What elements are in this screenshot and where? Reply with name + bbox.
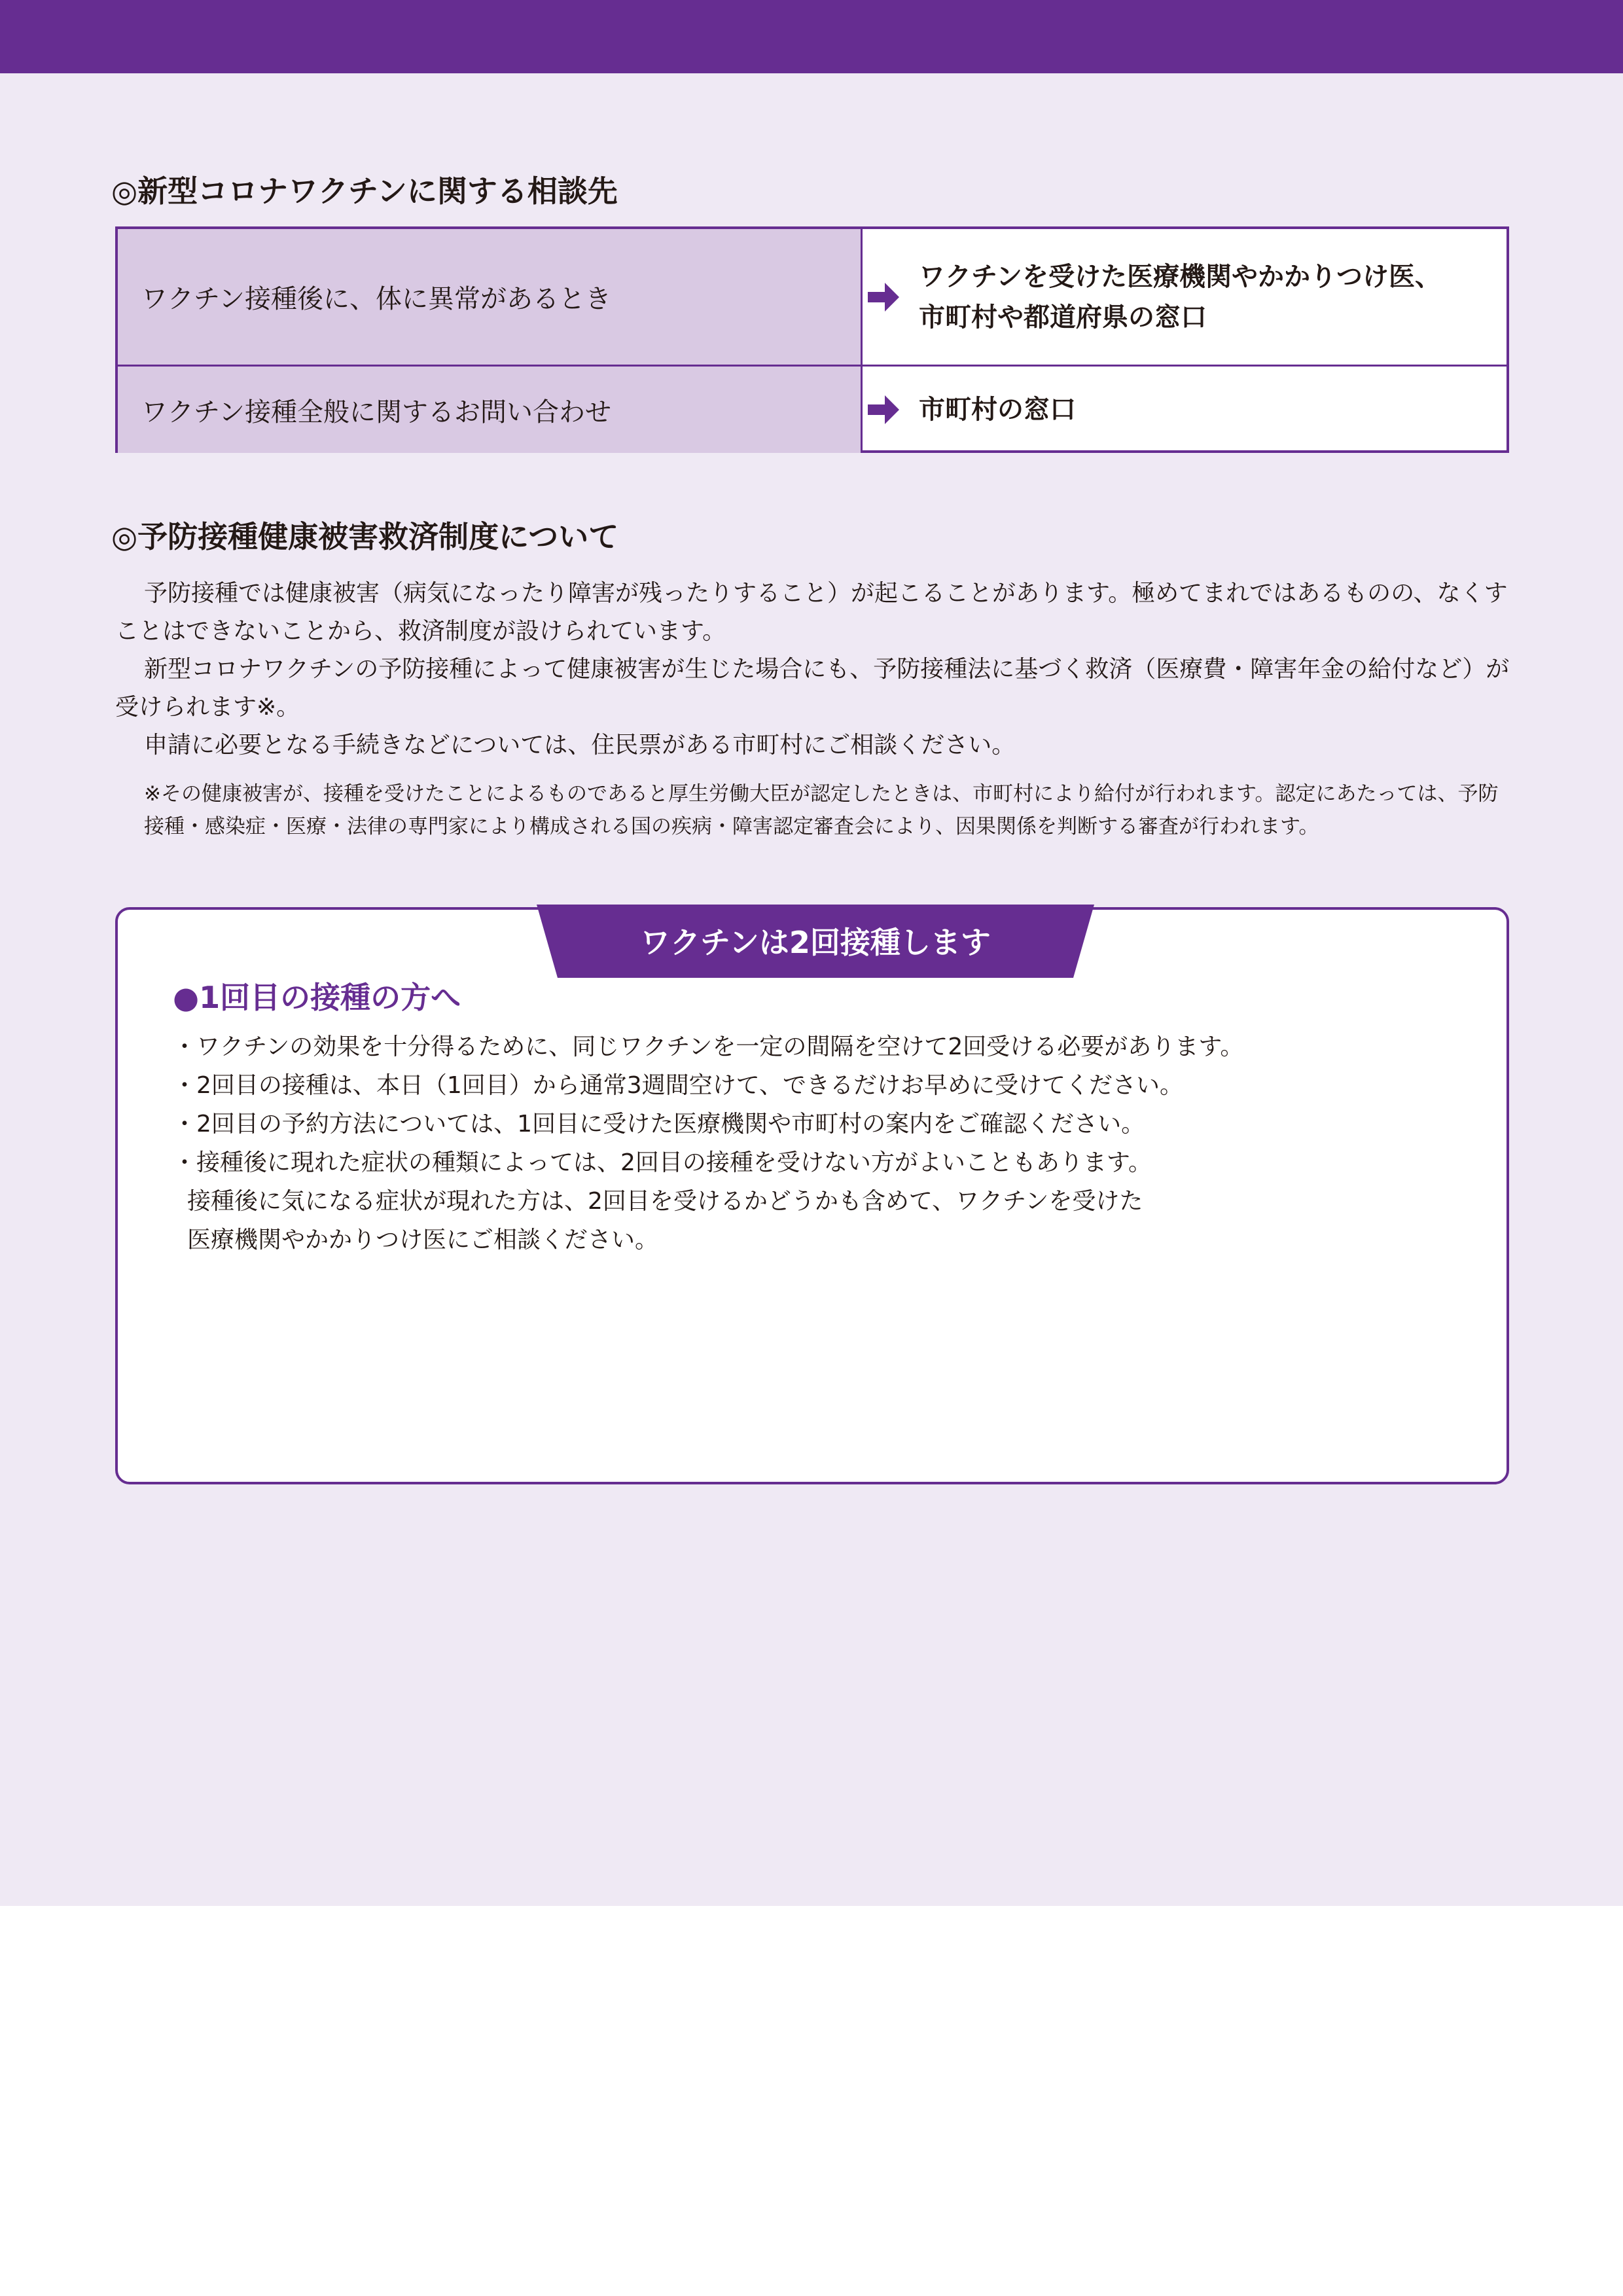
table-row	[118, 229, 1507, 367]
list-item: ・2回目の予約方法については、1回目に受けた医療機関や市町村の案内をご確認ください。	[173, 1111, 1145, 1138]
first-dose-list	[173, 1028, 1285, 1259]
consult-heading: ◎新型コロナワクチンに関する相談先	[111, 173, 618, 209]
consult-case: ワクチン接種全般に関するお問い合わせ	[118, 367, 863, 453]
dose-tab-label: ワクチンは2回接種します	[640, 925, 991, 960]
consult-table	[115, 226, 1509, 453]
list-item: ・接種後に現れた症状の種類によっては、2回目の接種を受けない方がよいこともあります。	[173, 1149, 1152, 1176]
list-item: 接種後に気になる症状が現れた方は、2回目を受けるかどうかも含めて、ワクチンを受けた	[187, 1188, 1143, 1215]
consult-contact: ワクチンを受けた医療機関やかかりつけ医、 市町村や都道府県の窓口	[919, 261, 1441, 332]
relief-text: 予防接種では健康被害（病気になったり障害が残ったりすること）が起こることがあります。極めてまれではあるものの、なくすことはできないことから、救済制度が設けられています。 新型コロナワクチンの予防接種によって健康被害が生じた場合にも、予防接種法に基づく救済（医療費・障害年金の給付など）が受けられます※。 申請に必要となる手続きなどについては、住民票がある市町村にご相談ください。	[115, 580, 1510, 759]
header-band	[0, 0, 1623, 73]
relief-heading: ◎予防接種健康被害救済制度について	[111, 519, 619, 554]
list-item: ・ワクチンの効果を十分得るために、同じワクチンを一定の間隔を空けて2回受ける必要があります。	[173, 1033, 1244, 1060]
relief-note: ※その健康被害が、接種を受けたことによるものであると厚生労働大臣が認定したときは、市町村により給付が行われます。認定にあたっては、予防接種・感染症・医療・法律の専門家により構成される国の疾病・障害認定審査会により、因果関係を判断する審査が行われます。	[144, 782, 1499, 838]
list-item: 医療機関やかかりつけ医にご相談ください。	[187, 1227, 659, 1253]
list-item: ・2回目の接種は、本日（1回目）から通常3週間空けて、できるだけお早めに受けてください。	[173, 1072, 1183, 1099]
consult-contact: 市町村の窓口	[919, 395, 1076, 425]
table-row	[118, 367, 1507, 453]
first-dose-title: ●1回目の接種の方へ	[173, 980, 461, 1015]
consult-case: ワクチン接種後に、体に異常があるとき	[118, 229, 863, 365]
